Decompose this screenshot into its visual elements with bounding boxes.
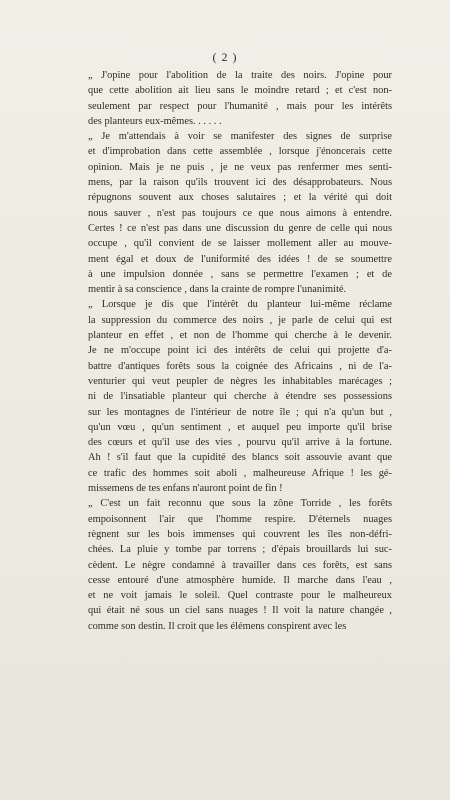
text-line: seulement par respect pour l'humanité , mais pour les intérêts	[88, 100, 392, 112]
text-line: mens, par la raison qu'ils trouvent ici des désapprobateurs. Nous	[88, 177, 392, 189]
text-line: planteur en effet , et non de l'homme qui cherche à le devenir.	[88, 330, 392, 342]
text-line: et ne voit jamais le soleil. Quel contraste pour le malheureux	[88, 590, 392, 602]
paragraph	[88, 496, 392, 634]
text-line: opinion. Mais je ne puis , je ne veux pas renfermer mes senti-	[88, 161, 392, 173]
text-line: cèdent. Le nègre condamné à travailler dans ces forêts, est sans	[88, 559, 392, 571]
text-line: ni de l'insatiable planteur qui cherche à étendre ses possessions	[88, 391, 392, 403]
text-line: ce trafic des hommes soit aboli , malheureuse Afrique ! les gé-	[88, 467, 392, 479]
text-line: Je ne m'occupe point ici des intérêts de celui qui projette d'a-	[88, 345, 392, 357]
page-number: ( 2 )	[212, 50, 238, 64]
text-line: à une impulsion donnée , sans se permettre l'examen ; et de	[88, 268, 392, 280]
text-line: répugnons souvent aux choses salutaires ; et la vérité qui doit	[88, 192, 392, 204]
text-line: Ah ! s'il faut que la cupidité des blancs soit assouvie avant que	[88, 452, 392, 464]
text-line: chées. La pluie y tombe par torrens ; d'épais brouillards lui suc-	[88, 544, 392, 556]
text-line: venturier qui veut peupler de nègres les inhabitables marécages ;	[88, 375, 392, 387]
paragraph	[88, 297, 392, 496]
text-line: règnent sur les bois immenses qui couvrent les îles non-défri-	[88, 528, 392, 540]
text-line: sur les montagnes de l'intérieur de notre île ; qui n'a qu'un but ,	[88, 406, 392, 418]
text-line: des planteurs eux-mêmes. . . . . .	[88, 115, 222, 127]
text-line: mentir à sa conscience , dans la crainte de rompre l'unanimité.	[88, 284, 347, 296]
text-line: qu'un vœu , qu'un sentiment , et auquel peu importe qu'il brise	[88, 421, 392, 433]
text-line: empoisonnent l'air que l'homme respire. D'éternels nuages	[88, 513, 392, 525]
text-line: qui était né sous un ciel sans nuages ! Il voit la nature changée ,	[88, 605, 392, 617]
text-line: occupe , qu'il convient de se laisser mollement aller au mouve-	[88, 238, 392, 250]
text-body	[88, 68, 392, 634]
text-line: „ Lorsque je dis que l'intérêt du planteur lui-même réclame	[88, 299, 392, 311]
text-line: ment égal et doux de l'uniformité des idées ! de se soumettre	[88, 253, 392, 265]
paragraph	[88, 68, 392, 129]
text-line: des cœurs et qu'il use des vies , pourvu qu'il arrive à la fortune.	[88, 437, 392, 449]
text-line: la suppression du commerce des noirs , je parle de celui qui est	[88, 314, 392, 326]
text-line: „ Je m'attendais à voir se manifester des signes de surprise	[88, 131, 392, 143]
text-line: nous sauver , n'est pas toujours ce que nous aimons à entendre.	[88, 207, 392, 219]
text-line: que cette abolition ait lieu sans le moindre retard ; et c'est non-	[88, 85, 392, 97]
text-line: missemens de tes enfans n'auront point de fin !	[88, 483, 283, 495]
text-line: „ J'opine pour l'abolition de la traite des noirs. J'opine pour	[88, 70, 392, 81]
text-line: cesse entouré d'une atmosphère humide. Il marche dans l'eau ,	[88, 574, 392, 586]
text-line: battre d'antiques forêts sous la coignée des Africains , ni de l'a-	[88, 360, 392, 372]
paragraph	[88, 129, 392, 297]
text-line: comme son destin. Il croit que les élémens conspirent avec les	[88, 620, 347, 632]
text-line: Certes ! ce n'est pas dans une discussion du genre de celle qui nous	[88, 222, 392, 234]
text-line: „ C'est un fait reconnu que sous la zône Torride , les forêts	[88, 498, 392, 510]
text-line: et d'improbation dans cette assemblée , lorsque j'énoncerais cette	[88, 146, 392, 158]
